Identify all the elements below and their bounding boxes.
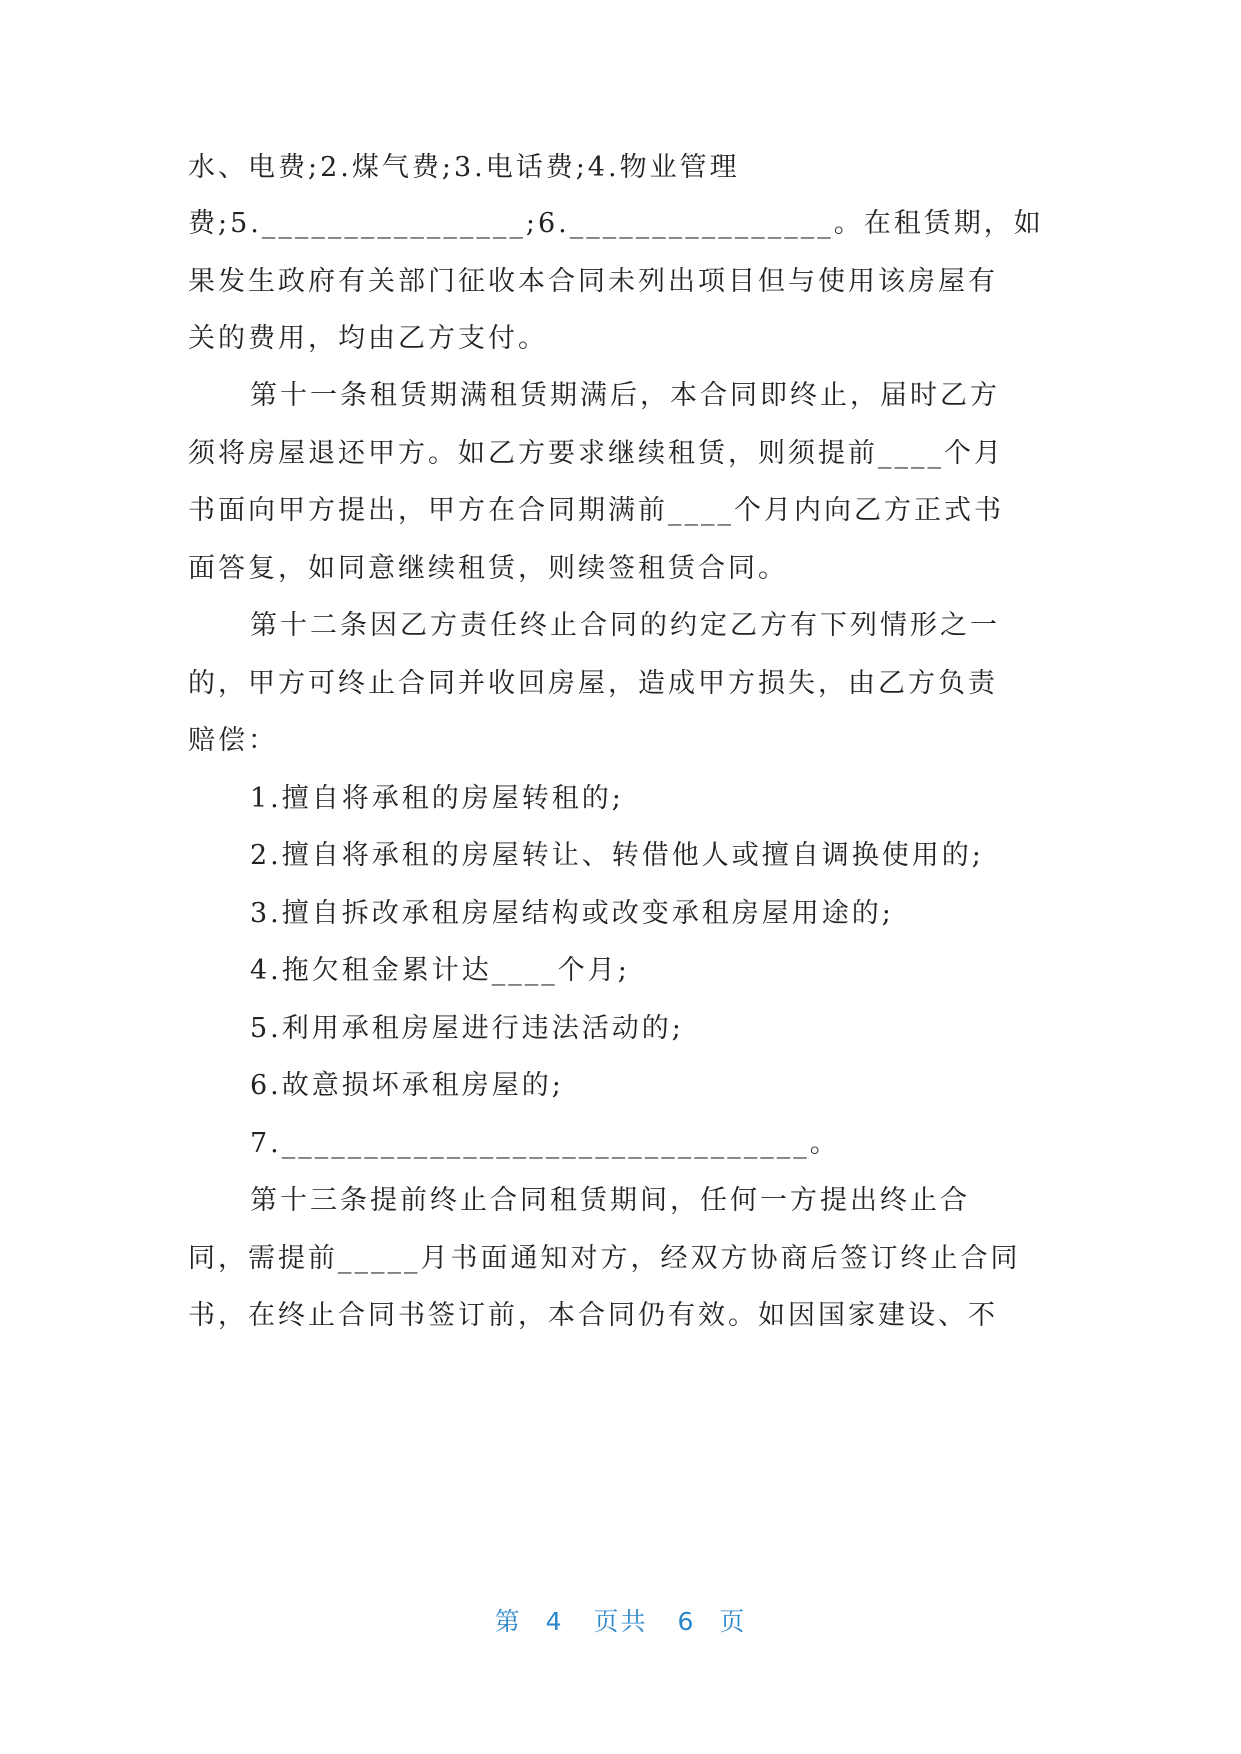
- list-item: 7.________________________________。: [250, 1128, 840, 1159]
- article-12-start: 第十二条因乙方责任终止合同的约定乙方有下列情形之一: [250, 610, 1000, 641]
- footer-prefix: 第: [494, 1607, 522, 1636]
- list-item: 6.故意损坏承租房屋的;: [250, 1070, 564, 1101]
- text-line: 面答复，如同意继续租赁，则续签租赁合同。: [188, 553, 788, 584]
- list-item: 2.擅自将承租的房屋转让、转借他人或擅自调换使用的;: [250, 840, 984, 871]
- text-line: 赔偿：: [188, 725, 278, 756]
- article-11-start: 第十一条租赁期满租赁期满后，本合同即终止，届时乙方: [250, 380, 1000, 411]
- text-line: 书面向甲方提出，甲方在合同期满前____个月内向乙方正式书: [188, 495, 1004, 526]
- text-line: 关的费用，均由乙方支付。: [188, 323, 548, 354]
- footer-middle: 页共: [593, 1607, 648, 1636]
- text-line: 水、电费;2.煤气费;3.电话费;4.物业管理: [188, 152, 740, 183]
- list-item: 3.擅自拆改承租房屋结构或改变承租房屋用途的;: [250, 898, 894, 929]
- list-item: 5.利用承租房屋进行违法活动的;: [250, 1013, 684, 1044]
- footer-current-page: 4: [545, 1607, 564, 1636]
- text-line: 须将房屋退还甲方。如乙方要求继续租赁，则须提前____个月: [188, 438, 1004, 469]
- page-footer: [0, 1602, 1241, 1638]
- text-line: 费;5.________________;6.________________。在租赁期，如: [188, 208, 1044, 239]
- footer-suffix: 页: [719, 1607, 747, 1636]
- text-line: 的，甲方可终止合同并收回房屋，造成甲方损失，由乙方负责: [188, 668, 998, 699]
- article-13-start: 第十三条提前终止合同租赁期间，任何一方提出终止合: [250, 1185, 970, 1216]
- text-line: 果发生政府有关部门征收本合同未列出项目但与使用该房屋有: [188, 266, 998, 297]
- text-line: 书，在终止合同书签订前，本合同仍有效。如因国家建设、不: [188, 1300, 998, 1331]
- list-item: 4.拖欠租金累计达____个月;: [250, 955, 630, 986]
- text-line: 同，需提前_____月书面通知对方，经双方协商后签订终止合同: [188, 1243, 1021, 1274]
- footer-total-pages: 6: [677, 1607, 696, 1636]
- list-item: 1.擅自将承租的房屋转租的;: [250, 783, 624, 814]
